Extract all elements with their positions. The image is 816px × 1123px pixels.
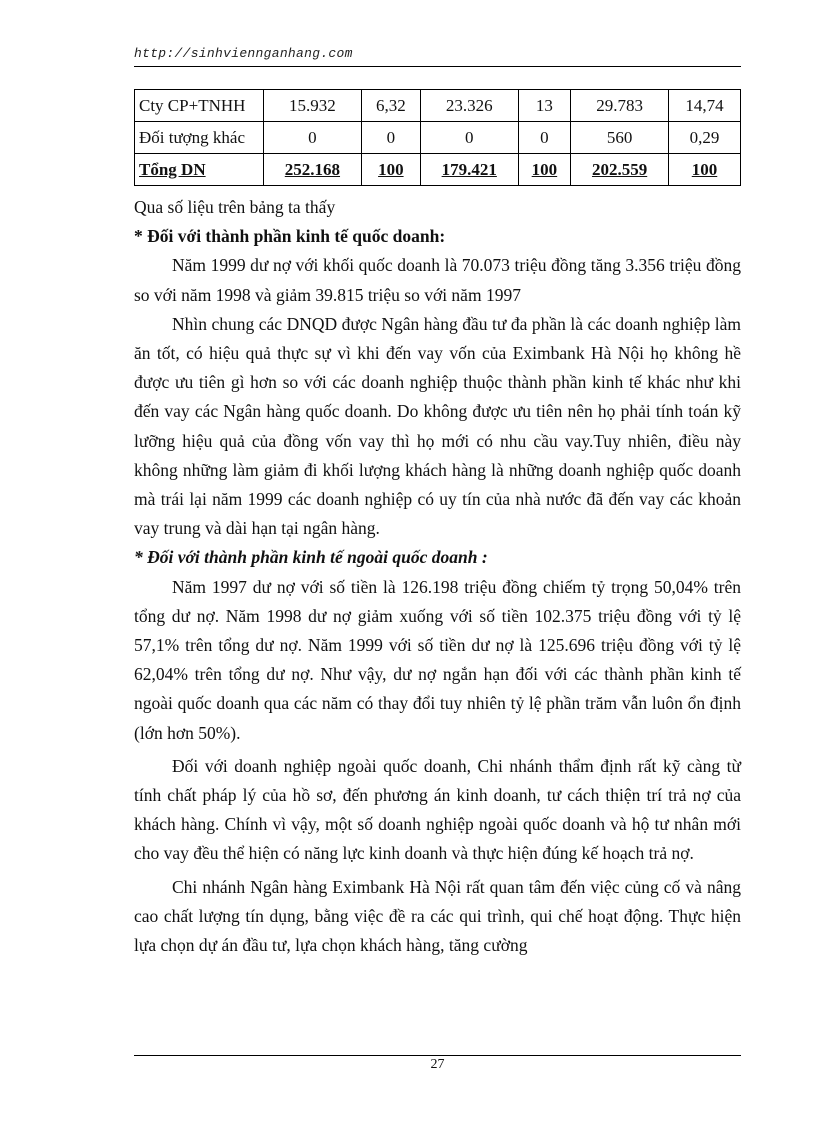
header-divider [134,66,741,67]
table-cell: 179.421 [420,154,518,186]
table-cell: 100 [518,154,571,186]
table-cell: 0 [518,122,571,154]
table-cell: 100 [669,154,741,186]
page-number: 27 [430,1057,445,1072]
table-cell: 29.783 [571,90,669,122]
footer-divider [134,1055,741,1056]
header-url: http://sinhviennganhang.com [134,46,353,61]
paragraph: Năm 1997 dư nợ với số tiền là 126.198 triệu đồng chiếm tỷ trọng 50,04% trên tổng dư nợ. Năm 1998 dư nợ giảm xuống với số tiền 102.375 triệu đồng với tỷ lệ 57,1% trên tổng dư nợ. Năm 1999 với số tiền dư nợ là 125.696 triệu đồng với tỷ lệ 62,04% trên tổng dư nợ. Như vậy, dư nợ ngắn hạn đối với các thành phần kinh tế ngoài quốc doanh qua các năm có thay đổi tuy nhiên tỷ lệ phần trăm vẫn luôn ổn định (lớn hơn 50%). [134,576,741,743]
section-heading: * Đối với thành phần kinh tế ngoài quốc doanh : [134,547,488,568]
row-label: Cty CP+TNHH [135,90,264,122]
table-cell: 560 [571,122,669,154]
table-row [135,122,741,154]
table-cell: 23.326 [420,90,518,122]
table-cell: 13 [518,90,571,122]
table-cell: 202.559 [571,154,669,186]
table-cell: 0,29 [669,122,741,154]
body-text [134,193,741,960]
section-heading: * Đối với thành phần kinh tế quốc doanh: [134,226,446,247]
table-cell: 0 [264,122,362,154]
paragraph: Nhìn chung các DNQD được Ngân hàng đầu tư đa phần là các doanh nghiệp làm ăn tốt, có hiệu quả thực sự vì khi đến vay vốn của Eximbank Hà Nội họ không hề được ưu tiên gì hơn so với các doanh nghiệp thuộc thành phần kinh tế khác như khi đến vay các Ngân hàng quốc doanh. Do không được ưu tiên nên họ phải tính toán kỹ lưỡng hiệu quả của đồng vốn vay thì họ mới có nhu cầu vay.Tuy nhiên, điều này không những làm giảm đi khối lượng khách hàng là những doanh nghiệp quốc doanh mà trái lại năm 1999 các doanh nghiệp có uy tín của nhà nước đã đến vay các khoản vay trung và dài hạn tại ngân hàng. [134,313,741,539]
table-cell: 6,32 [361,90,420,122]
row-label: Đối tượng khác [135,122,264,154]
table-cell: 0 [420,122,518,154]
loan-table [134,89,741,186]
table-cell: 0 [361,122,420,154]
paragraph: Chi nhánh Ngân hàng Eximbank Hà Nội rất quan tâm đến việc củng cố và nâng cao chất lượng tín dụng, bằng việc đề ra các qui trình, qui chế hoạt động. Thực hiện lựa chọn dự án đầu tư, lựa chọn khách hàng, tăng cường [134,876,741,956]
table-total-row [135,154,741,186]
table-cell: 100 [361,154,420,186]
table-cell: 252.168 [264,154,362,186]
table-cell: 15.932 [264,90,362,122]
total-label: Tổng DN [135,154,264,186]
table-row [135,90,741,122]
paragraph: Đối với doanh nghiệp ngoài quốc doanh, Chi nhánh thẩm định rất kỹ càng từ tính chất pháp lý của hồ sơ, đến phương án kinh doanh, tư cách thiện trí trả nợ của khách hàng. Chính vì vậy, một số doanh nghiệp ngoài quốc doanh và hộ tư nhân mới cho vay đều thể hiện có năng lực kinh doanh và thực hiện đúng kế hoạch trả nợ. [134,755,741,864]
paragraph: Qua số liệu trên bảng ta thấy [134,197,336,217]
table-cell: 14,74 [669,90,741,122]
paragraph: Năm 1999 dư nợ với khối quốc doanh là 70.073 triệu đồng tăng 3.356 triệu đồng so với năm 1998 và giảm 39.815 triệu so với năm 1997 [134,255,741,305]
